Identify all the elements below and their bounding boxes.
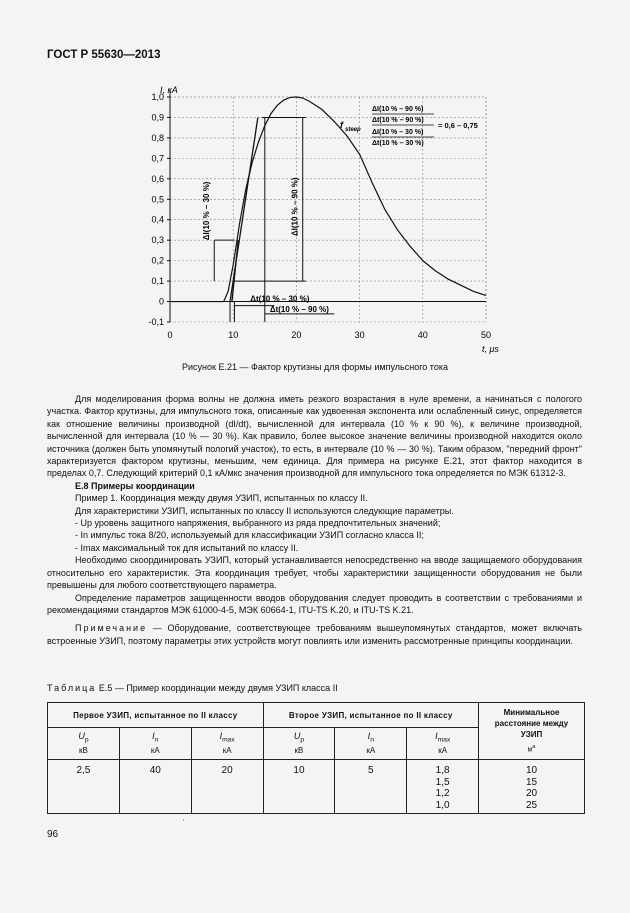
table-cell: 2,5 <box>48 760 120 814</box>
formula-result: = 0,6 – 0,75 <box>438 121 478 130</box>
formula-num-b: ΔI(10 % – 30 %) <box>372 129 424 136</box>
table-row <box>48 760 585 814</box>
paragraph: Определение параметров защищенности вводов оборудования следует проводить в соответствии с требованиями и рекомендациями стандартов МЭК 61000-4-5, МЭК 60664-1, ITU-TS K.20, и ITU-TS K.21. <box>47 592 582 615</box>
y-tick-label: -0,1 <box>148 317 164 327</box>
table-cell: 10 15 20 25 <box>479 760 585 814</box>
label-di-10-90: ΔI(10 % – 90 %) <box>290 177 300 237</box>
y-tick-label: 0 <box>158 296 164 307</box>
y-tick-label: 0,1 <box>151 276 164 287</box>
y-tick-label: 0,8 <box>151 132 164 143</box>
y-axis-label: I, кА <box>160 85 178 95</box>
y-tick-label: 0,6 <box>151 173 164 184</box>
decorative-mark: ' <box>183 820 185 826</box>
x-tick-label: 0 <box>167 330 173 340</box>
y-tick-label: 0,2 <box>151 255 164 266</box>
header-first-spd: Первое УЗИП, испытанное по II классу <box>48 703 264 728</box>
x-tick-label: 50 <box>480 330 492 340</box>
col-header: $I_{max}$ кА <box>407 728 479 760</box>
table-cell: 1,8 1,5 1,2 1,0 <box>407 760 479 814</box>
paragraph: Пример 1. Координация между двумя УЗИП, испытанных по классу II. <box>75 493 368 504</box>
header-min-distance <box>479 703 585 760</box>
formula-den-a: Δt(10 % – 90 %) <box>372 117 424 124</box>
y-tick-label: 0,3 <box>151 235 164 246</box>
page-number: 96 <box>47 829 59 840</box>
col-header: $I_{max}$ кА <box>191 728 263 760</box>
body-text <box>47 393 582 647</box>
header-second-spd: Второе УЗИП, испытанное по II классу <box>263 703 479 728</box>
table-caption-label: Таблица <box>47 683 97 693</box>
coordination-table <box>47 702 585 814</box>
steepness-chart <box>0 0 630 360</box>
table-cell: 5 <box>335 760 407 814</box>
y-tick-label: 0,9 <box>151 112 164 123</box>
note-text: — Оборудование, соответствующее требованиям вышеупомянутых стандартов, может включать встроенные УЗИП, поэтому параметры этих устройств могут повлиять или изменить рассмотренные принципы координации. <box>47 623 582 646</box>
x-tick-label: 10 <box>228 330 239 340</box>
table-caption-text: Е.5 — Пример координации между двумя УЗИП класса II <box>98 683 338 693</box>
x-axis-label: t, μs <box>482 344 499 354</box>
header-min-distance-label: Минимальное расстояние между УЗИП <box>494 707 569 739</box>
paragraph: Для моделирования форма волны не должна иметь резкого возрастания в нуле времени, а начинаться с пологого участка. Фактор крутизны, для импульсного тока, описанные как удвоенная экспонента или ослабленный синус, определяется как отношение величины производной (dI/dt), вычисленной для интервала (10 % к 90 %), к величине производной, вычисленной для интервала (10 % — 30 %). Как правило, более высокое значение величины производной находится около источника (должен быть упомянутый пологий участок), то есть, в интервале (10 % — 30 %). Таким образом, "передний фронт" характеризуется фактором крутизны, меньшим, чем единица. Для примера на рисунке Е.21, этот фактор находится в пределах 0,7. Следующий критерий 0,1 кА/мкс значения производной для импульсного тока определяется по МЭК 61312-3. <box>47 394 582 479</box>
list-item: - In импульс тока 8/20, используемый для классификации УЗИП согласно класса II; <box>75 530 424 541</box>
formula-f: f <box>340 120 343 130</box>
chart-marks <box>170 97 486 322</box>
paragraph: Для характеристики УЗИП, испытанных по классу II используются следующие параметры. <box>75 505 454 516</box>
chart-grid <box>170 97 486 322</box>
y-tick-label: 0,4 <box>151 214 164 225</box>
list-item: - Imax максимальный ток для испытаний по классу II. <box>75 542 299 553</box>
list-item: - Up уровень защитного напряжения, выбранного из ряда предпочтительных значений; <box>75 518 441 529</box>
table-cell: 20 <box>191 760 263 814</box>
label-dt-10-30: Δt(10 % – 30 %) <box>250 294 310 304</box>
col-header: $I_n$ кА <box>119 728 191 760</box>
y-tick-label: 1,0 <box>151 92 164 102</box>
y-tick-label: 0,7 <box>151 153 164 164</box>
formula-num-a: ΔI(10 % – 90 %) <box>372 106 424 113</box>
document-header: ГОСТ Р 55630—2013 <box>47 49 161 61</box>
col-header: $U_p$ кВ <box>48 728 120 760</box>
label-dt-10-90: Δt(10 % – 90 %) <box>269 304 329 314</box>
col-header: $I_n$ кА <box>335 728 407 760</box>
x-tick-label: 40 <box>417 330 428 340</box>
col-header: $U_p$ кВ <box>263 728 335 760</box>
x-tick-label: 20 <box>291 330 302 340</box>
table-cell: 40 <box>119 760 191 814</box>
x-tick-label: 30 <box>354 330 365 340</box>
formula-den-b: Δt(10 % – 30 %) <box>372 140 424 147</box>
note <box>47 622 582 647</box>
label-di-10-30: ΔI(10 % – 30 %) <box>202 181 212 241</box>
paragraph: Необходимо скоординировать УЗИП, который устанавливается непосредственно на вводе защищаемого оборудования относительно его характеристик. Эта координация требует, чтобы характеристики защищенности оборудования не были превышены для любого соответствующего параметра. <box>47 555 582 591</box>
y-tick-label: 0,5 <box>151 194 164 205</box>
header-min-distance-unit: $м^a$ <box>527 743 536 754</box>
table-cell: 10 <box>263 760 335 814</box>
section-heading: Е.8 Примеры координации <box>75 480 195 491</box>
table-caption <box>47 683 338 693</box>
formula-f-sub: steep <box>345 127 361 133</box>
note-label: Примечание <box>75 623 148 634</box>
figure-caption: Рисунок Е.21 — Фактор крутизны для формы импульсного тока <box>182 362 448 372</box>
